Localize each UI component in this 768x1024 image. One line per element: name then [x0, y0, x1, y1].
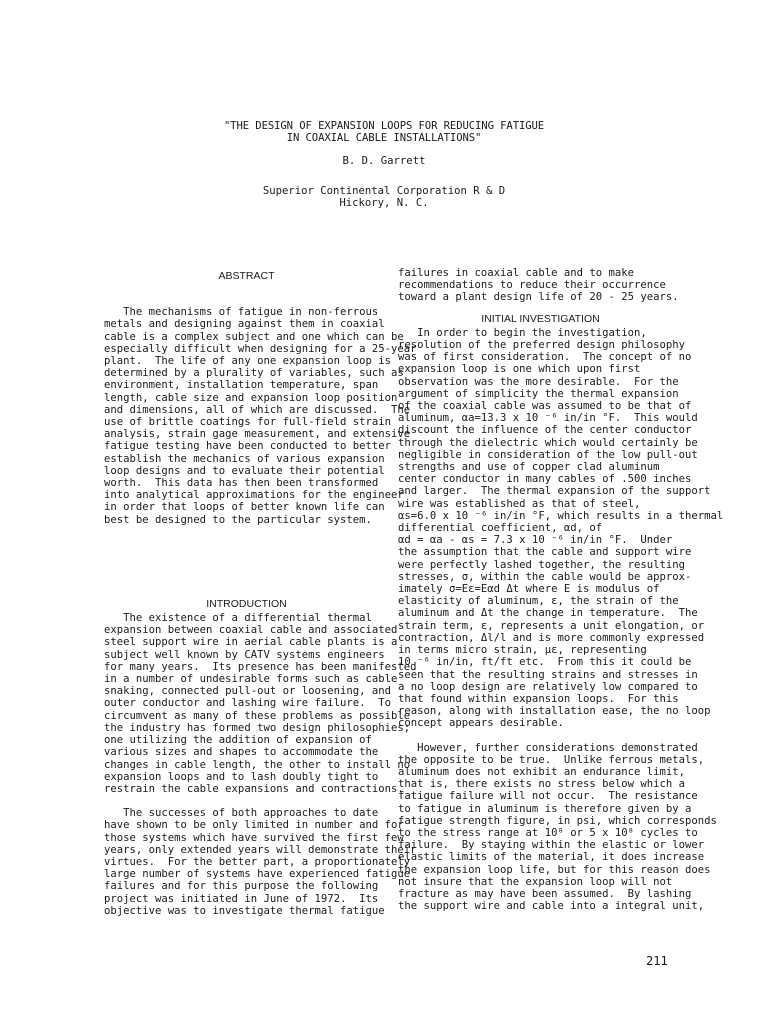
introduction-paragraph-1 — [104, 612, 417, 795]
text-line: to the stress range at 10⁸ or 5 x 10⁸ cycles to — [398, 826, 698, 839]
text-line: to fatigue in aluminum is therefore given by a — [398, 802, 692, 815]
text-line: aluminum does not exhibit an endurance limit, — [398, 765, 686, 778]
introduction-heading: INTRODUCTION — [206, 597, 287, 610]
text-line: use of brittle coatings for full-field strain — [104, 416, 392, 429]
paper-header — [0, 120, 768, 209]
text-line: reason, along with installation ease, the no loop — [398, 705, 711, 718]
text-line: for many years. Its presence has been manifested — [104, 660, 417, 673]
initial-investigation-heading: INITIAL INVESTIGATION — [481, 312, 600, 325]
text-line: wire was established as that of steel, — [398, 497, 641, 510]
text-line: environment, installation temperature, span — [104, 379, 379, 392]
text-line: the assumption that the cable and support wire — [398, 546, 692, 559]
text-line: various sizes and shapes to accommodate the — [104, 746, 379, 759]
text-line: best be designed to the particular system. — [104, 513, 372, 526]
text-line: plant. The life of any one expansion loop is — [104, 355, 392, 368]
text-line: contraction, Δl/l and is more commonly expressed — [398, 631, 705, 644]
text-line: toward a plant design life of 20 - 25 years. — [398, 291, 679, 304]
text-line: expansion between coaxial cable and associated — [104, 624, 398, 637]
text-line: worth. This data has then been transformed — [104, 477, 379, 490]
abstract-heading: ABSTRACT — [218, 270, 275, 282]
affiliation-line-2: Hickory, N. C. — [339, 196, 429, 209]
text-line: and dimensions, all of which are discussed. The — [104, 403, 411, 416]
text-line: the expansion loop life, but for this reason does — [398, 863, 711, 876]
left-column — [104, 270, 417, 917]
text-line: not insure that the expansion loop will not — [398, 875, 673, 888]
text-line: were perfectly lashed together, the resulting — [398, 558, 686, 571]
text-line: strain term, ε, represents a unit elongation, or — [398, 619, 705, 632]
text-line: argument of simplicity the thermal expansion — [398, 387, 679, 400]
abstract-paragraph — [104, 306, 417, 526]
text-line: subject well known by CATV systems engineers — [104, 648, 385, 661]
text-line: the opposite to be true. Unlike ferrous metals, — [398, 753, 705, 766]
text-line: and larger. The thermal expansion of the support — [398, 485, 711, 498]
text-line: length, cable size and expansion loop position — [104, 391, 398, 404]
text-line: fatigue failure will not occur. The resistance — [398, 790, 698, 803]
text-line: analysis, strain gage measurement, and extensive — [104, 428, 411, 441]
text-line: The mechanisms of fatigue in non-ferrous — [104, 306, 379, 319]
text-line: failure. By staying within the elastic or lower — [398, 839, 705, 852]
text-line: failures and for this purpose the following — [104, 880, 379, 893]
text-line: the support wire and cable into a integral unit, — [398, 900, 705, 913]
text-line: elasticity of aluminum, ε, the strain of the — [398, 595, 679, 608]
right-column — [398, 267, 724, 913]
page-number: 211 — [646, 954, 668, 968]
text-line: objective was to investigate thermal fatigue — [104, 904, 385, 917]
text-line: circumvent as many of these problems as possible — [104, 709, 411, 722]
text-line: The successes of both approaches to date — [104, 807, 379, 820]
text-line: imately σ=Eε=Eαd Δt where E is modulus of — [398, 583, 660, 596]
text-line: in a number of undesirable forms such as cable — [104, 673, 398, 686]
text-line: concept appears desirable. — [398, 717, 564, 730]
text-line: negligible in consideration of the low pull-out — [398, 448, 698, 461]
text-line: strengths and use of copper clad aluminum — [398, 461, 660, 474]
text-line: years, only extended years will demonstrate their — [104, 843, 417, 856]
text-line: especially difficult when designing for a 25-year — [104, 342, 417, 355]
text-line: resolution of the preferred design philosophy — [398, 339, 686, 352]
text-line: was of first consideration. The concept of no — [398, 351, 692, 364]
text-line: in terms micro strain, με, representing — [398, 644, 647, 657]
text-line: of the coaxial cable was assumed to be that of — [398, 400, 692, 413]
text-line: The existence of a differential thermal — [104, 612, 372, 625]
continued-paragraph — [398, 267, 683, 304]
initial-investigation-paragraph-2 — [398, 741, 717, 913]
text-line: In order to begin the investigation, — [398, 326, 647, 339]
text-line: 10 ⁻⁶ in/in, ft/ft etc. From this it could be — [398, 656, 692, 669]
text-line: snaking, connected pull-out or loosening, and — [104, 685, 392, 698]
text-line: aluminum, αa=13.3 x 10 ⁻⁶ in/in °F. This would — [398, 412, 698, 425]
text-line: determined by a plurality of variables, such as — [104, 367, 404, 380]
text-line: in order that loops of better known life can — [104, 501, 385, 514]
text-line: through the dielectric which would certainly be — [398, 436, 698, 449]
text-line: aluminum and Δt the change in temperature. The — [398, 607, 698, 620]
text-line: fatigue testing have been conducted to better — [104, 440, 392, 453]
text-line: fatigue strength figure, in psi, which corresponds — [398, 814, 717, 827]
text-line: have shown to be only limited in number and for — [104, 819, 404, 832]
text-line: center conductor in many cables of .500 inches — [398, 473, 692, 486]
text-line: that is, there exists no stress below which a — [398, 778, 686, 791]
text-line: large number of systems have experienced fatigue — [104, 868, 411, 881]
text-line: stresses, σ, within the cable would be approx- — [398, 570, 692, 583]
text-line: fracture as may have been assumed. By lashing — [398, 887, 692, 900]
paper-title-line-2: IN COAXIAL CABLE INSTALLATIONS" — [286, 132, 482, 145]
text-line: that found within expansion loops. For this — [398, 692, 679, 705]
text-line: virtues. For the better part, a proportionately — [104, 855, 411, 868]
text-line: metals and designing against them in coaxial — [104, 318, 385, 331]
text-line: restrain the cable expansions and contractions. — [104, 782, 404, 795]
text-line: However, further considerations demonstrated — [398, 741, 698, 754]
initial-investigation-paragraph-1 — [398, 326, 724, 730]
introduction-paragraph-2 — [104, 807, 417, 917]
text-line: discount the influence of the center conductor — [398, 424, 692, 437]
affiliation-line-1: Superior Continental Corporation R & D — [262, 184, 506, 197]
text-line: observation was the more desirable. For the — [398, 375, 679, 388]
paper-title-line-1: "THE DESIGN OF EXPANSION LOOPS FOR REDUCING FATIGUE — [223, 120, 545, 132]
text-line: one utilizing the addition of expansion of — [104, 734, 372, 747]
text-line: elastic limits of the material, it does increase — [398, 851, 705, 864]
text-line: establish the mechanics of various expansion — [104, 452, 385, 465]
text-line: failures in coaxial cable and to make — [398, 267, 634, 279]
text-line: recommendations to reduce their occurrence — [398, 279, 666, 292]
text-line: expansion loops and to lash doubly tight to — [104, 770, 379, 783]
text-line: seen that the resulting strains and stresses in — [398, 668, 698, 681]
text-line: project was initiated in June of 1972. Its — [104, 892, 379, 905]
text-line: αd = αa - αs = 7.3 x 10 ⁻⁶ in/in °F. Under — [398, 534, 673, 547]
text-line: those systems which have survived the first few — [104, 831, 404, 844]
text-line: the industry has formed two design philosophies; — [104, 721, 411, 734]
text-line: outer conductor and lashing wire failure. To — [104, 697, 392, 710]
text-line: into analytical approximations for the engineer — [104, 489, 404, 502]
text-line: differential coefficient, αd, of — [398, 522, 603, 535]
text-line: loop designs and to evaluate their potential — [104, 464, 385, 477]
text-line: steel support wire in aerial cable plants is a — [104, 636, 398, 649]
text-line: cable is a complex subject and one which can be — [104, 330, 404, 343]
text-line: expansion loop is one which upon first — [398, 363, 641, 376]
author-name: B. D. Garrett — [342, 155, 426, 168]
text-line: changes in cable length, the other to install no — [104, 758, 411, 771]
text-line: αs=6.0 x 10 ⁻⁶ in/in °F, which results in a thermal — [398, 509, 724, 522]
text-line: a no loop design are relatively low compared to — [398, 680, 698, 693]
